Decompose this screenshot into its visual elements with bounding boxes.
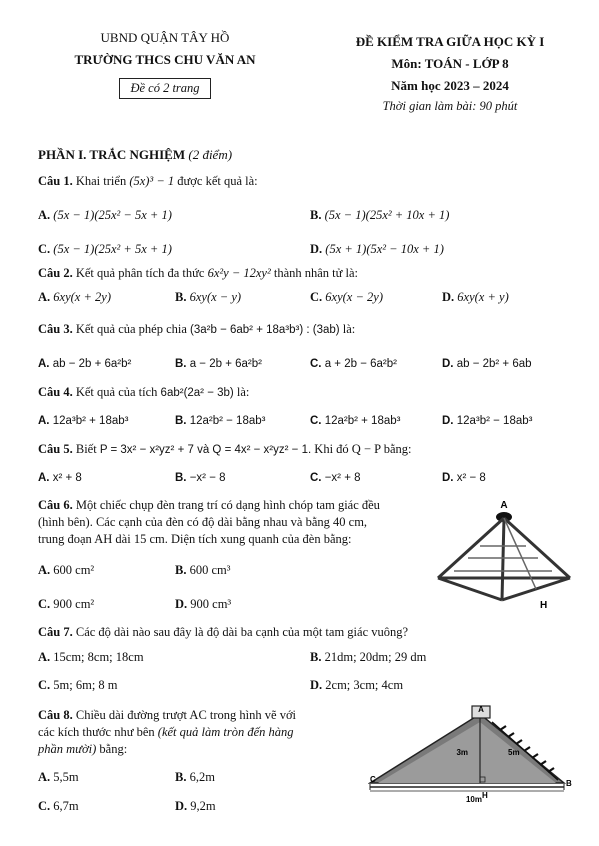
- slide-height-label: 3m: [456, 748, 468, 757]
- question-text: Khai triển: [75, 174, 127, 188]
- question-text: là:: [236, 385, 250, 399]
- question-text: bằng:: [99, 742, 128, 756]
- q1-option-a[interactable]: A. (5x − 1)(25x² − 5x + 1): [38, 208, 172, 222]
- question-expression: 6ab²(2a² − 3b): [160, 387, 234, 399]
- question-7: [38, 625, 408, 640]
- q2-option-d[interactable]: D. 6xy(x + y): [442, 290, 509, 304]
- q1-option-d[interactable]: D. (5x + 1)(5x² − 10x + 1): [310, 242, 444, 256]
- q6-option-a[interactable]: A. 600 cm²: [38, 563, 95, 577]
- question-label: Câu 5.: [38, 442, 73, 456]
- question-label: Câu 7.: [38, 625, 73, 639]
- school-name: TRƯỜNG THCS CHU VĂN AN: [74, 52, 256, 67]
- question-label: Câu 1.: [38, 174, 73, 188]
- question-expression: P = 3x² − x²yz² + 7 và Q = 4x² − x²yz² − 1.: [99, 444, 312, 456]
- q2-option-a[interactable]: A. 6xy(x + 2y): [38, 290, 111, 304]
- q4-option-a[interactable]: A. 12a³b² + 18ab³: [38, 415, 129, 427]
- q6-option-c[interactable]: C. 900 cm²: [38, 597, 95, 611]
- question-expression: 6x²y − 12xy²: [207, 266, 271, 280]
- question-text: được kết quả là:: [177, 174, 258, 188]
- q4-option-d[interactable]: D. 12a³b² − 18ab³: [442, 415, 533, 427]
- question-label: Câu 3.: [38, 322, 73, 336]
- question-text: trung đoạn AH dài 15 cm. Diện tích xung quanh của đèn bằng:: [38, 532, 352, 546]
- q8-option-c[interactable]: C. 6,7m: [38, 799, 79, 813]
- question-5: [38, 442, 412, 457]
- question-text: là:: [342, 322, 356, 336]
- section-heading: [38, 147, 232, 163]
- q3-option-b[interactable]: B. a − 2b + 6a²b²: [175, 358, 262, 370]
- question-1: [38, 174, 258, 189]
- q4-option-c[interactable]: C. 12a²b² + 18ab³: [310, 415, 401, 427]
- q2-option-c[interactable]: C. 6xy(x − 2y): [310, 290, 383, 304]
- q3-option-d[interactable]: D. ab − 2b² + 6ab: [442, 358, 532, 370]
- question-label: Câu 2.: [38, 266, 73, 280]
- school-year: Năm học 2023 – 2024: [391, 78, 509, 93]
- question-note: (kết quả làm tròn đến hàng: [157, 725, 294, 739]
- q8-option-a[interactable]: A. 5,5m: [38, 770, 79, 784]
- q5-option-c[interactable]: C. −x² + 8: [310, 472, 361, 484]
- q5-option-b[interactable]: B. −x² − 8: [175, 472, 226, 484]
- question-2: [38, 266, 358, 281]
- question-label: Câu 8.: [38, 708, 73, 722]
- slide-label-h: H: [482, 791, 488, 800]
- slide-diagram-figure: [368, 700, 574, 804]
- q5-option-a[interactable]: A. x² + 8: [38, 472, 82, 484]
- slide-label-c: C: [370, 775, 376, 784]
- question-text: Chiều dài đường trượt AC trong hình vẽ với: [75, 708, 297, 722]
- question-8: [38, 707, 358, 758]
- question-text: Khi đó Q − P bằng:: [314, 442, 412, 456]
- q6-option-d[interactable]: D. 900 cm³: [175, 597, 232, 611]
- slide-label-a: A: [478, 705, 484, 714]
- question-text: Kết quả phân tích đa thức: [75, 266, 205, 280]
- q7-option-d[interactable]: D. 2cm; 3cm; 4cm: [310, 678, 404, 692]
- q7-option-c[interactable]: C. 5m; 6m; 8 m: [38, 678, 118, 692]
- q1-option-b[interactable]: B. (5x − 1)(25x² + 10x + 1): [310, 208, 450, 222]
- district-name: UBND QUẬN TÂY HỒ: [100, 30, 230, 45]
- q8-option-d[interactable]: D. 9,2m: [175, 799, 216, 813]
- question-expression: (3a²b − 6ab² + 18a³b³) : (3ab): [190, 324, 340, 336]
- question-text: Kết quả của tích: [75, 385, 158, 399]
- question-text: (hình bên). Các cạnh của đèn có độ dài bằng nhau và bằng 40 cm,: [38, 515, 368, 529]
- question-6: [38, 497, 433, 548]
- section-points: (2 điểm): [188, 147, 233, 162]
- q3-option-a[interactable]: A. ab − 2b + 6a²b²: [38, 358, 132, 370]
- lampshade-pyramid-figure: [432, 496, 582, 614]
- q7-option-b[interactable]: B. 21dm; 20dm; 29 dm: [310, 650, 427, 664]
- question-label: Câu 6.: [38, 498, 73, 512]
- question-note: phần mười): [38, 742, 97, 756]
- q5-option-d[interactable]: D. x² − 8: [442, 472, 486, 484]
- q3-option-c[interactable]: C. a + 2b − 6a²b²: [310, 358, 397, 370]
- q8-option-b[interactable]: B. 6,2m: [175, 770, 215, 784]
- question-expression: (5x)³ − 1: [129, 174, 175, 188]
- question-label: Câu 4.: [38, 385, 73, 399]
- q6-option-b[interactable]: B. 600 cm³: [175, 563, 231, 577]
- section-title: PHẦN I. TRẮC NGHIỆM: [38, 147, 186, 162]
- figure-label-a: A: [500, 500, 508, 511]
- q7-option-a[interactable]: A. 15cm; 8cm; 18cm: [38, 650, 144, 664]
- exam-title: ĐỀ KIỂM TRA GIỮA HỌC KỲ I: [355, 34, 545, 49]
- exam-time: Thời gian làm bài: 90 phút: [382, 99, 518, 113]
- question-text: Biết: [75, 442, 97, 456]
- question-text: Một chiếc chụp đèn trang trí có dạng hình chóp tam giác đều: [75, 498, 380, 512]
- pages-note: Đề có 2 trang: [119, 78, 210, 99]
- question-text: Các độ dài nào sau đây là độ dài ba cạnh của một tam giác vuông?: [75, 625, 409, 639]
- slide-side-label: 5m: [508, 748, 520, 757]
- q4-option-b[interactable]: B. 12a²b² − 18ab³: [175, 415, 266, 427]
- figure-label-h: H: [540, 600, 548, 611]
- q1-option-c[interactable]: C. (5x − 1)(25x² + 5x + 1): [38, 242, 172, 256]
- question-4: [38, 385, 249, 400]
- question-text: thành nhân tử là:: [273, 266, 359, 280]
- question-3: [38, 322, 355, 337]
- subject: Môn: TOÁN - LỚP 8: [391, 56, 509, 71]
- slide-label-b: B: [566, 779, 572, 788]
- q2-option-b[interactable]: B. 6xy(x − y): [175, 290, 242, 304]
- slide-base-label: 10m: [465, 795, 483, 804]
- question-text: Kết quả của phép chia: [75, 322, 187, 336]
- question-text: các kích thước như bên: [38, 725, 155, 739]
